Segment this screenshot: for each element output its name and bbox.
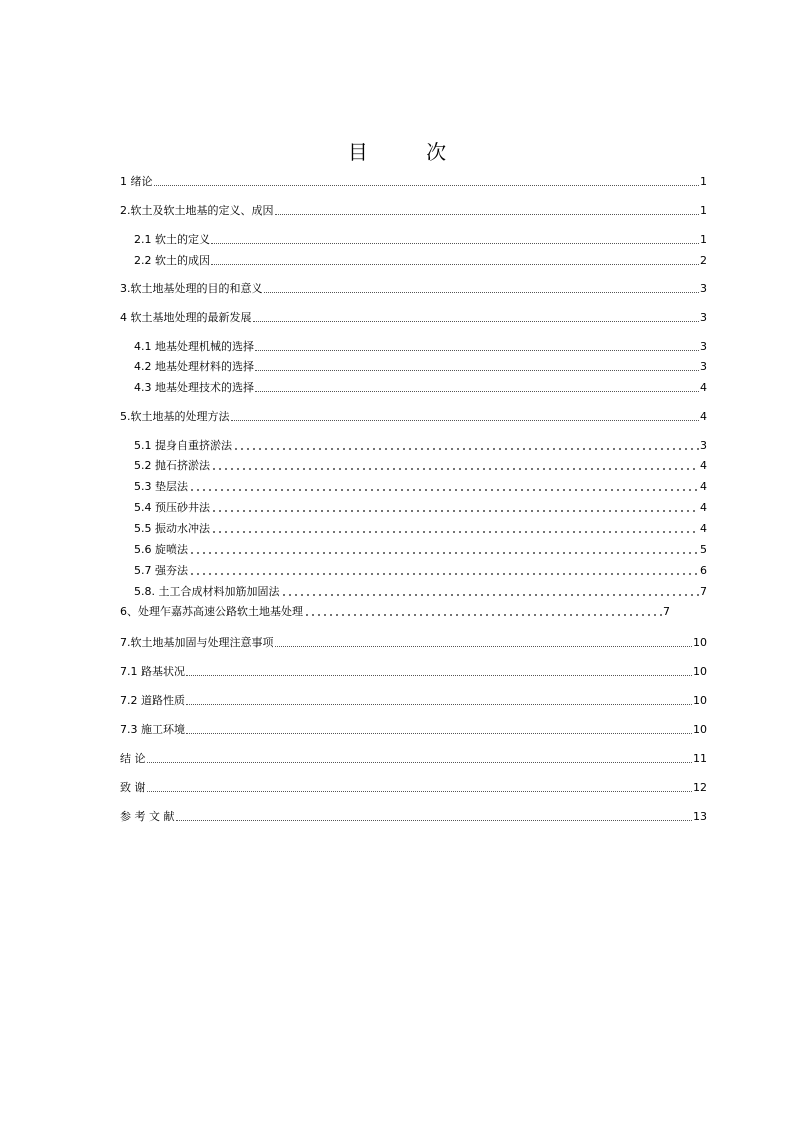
toc-entry-label: 5.8. 土工合成材料加筋加固法 [134,585,280,598]
toc-entry[interactable] [134,543,707,557]
dot-leader [176,820,693,821]
toc-entry-page: 4 [700,410,707,423]
dot-leader [233,441,699,451]
toc-entry-label: 3.软土地基处理的目的和意义 [120,282,263,295]
dot-leader [211,243,699,244]
dot-leader [189,566,699,576]
toc-entry-page: 6 [700,564,707,577]
dot-leader [211,524,699,534]
toc-entry-page: 11 [693,752,707,765]
toc-entry[interactable] [120,605,670,619]
toc-entry-label: 4.1 地基处理机械的选择 [134,340,254,353]
toc-entry-label: 4 软土基地处理的最新发展 [120,311,252,324]
toc-entry[interactable] [120,752,707,766]
toc-entry[interactable] [120,781,707,795]
dot-leader [186,733,692,734]
toc-entry-label: 7.1 路基状况 [120,665,185,678]
toc-entry[interactable] [134,564,707,578]
toc-entry-page: 3 [700,360,707,373]
toc-entry-page: 13 [693,810,707,823]
toc-entry[interactable] [120,694,707,708]
dot-leader [211,264,699,265]
toc-entry-page: 4 [700,459,707,472]
toc-entry-page: 1 [700,175,707,188]
toc-entry-label: 参 考 文 献 [120,810,175,823]
toc-entry-label: 5.3 垫层法 [134,480,188,493]
toc-entry-page: 3 [700,311,707,324]
toc-entry-page: 7 [663,605,670,618]
toc-entry-page: 3 [700,439,707,452]
toc-entry-page: 10 [693,665,707,678]
toc-entry[interactable] [120,410,707,424]
toc-entry-page: 4 [700,501,707,514]
toc-entry-label: 7.3 施工环境 [120,723,185,736]
toc-entry-label: 结 论 [120,752,146,765]
toc-entry-page: 10 [693,723,707,736]
toc-entry-label: 2.软土及软土地基的定义、成因 [120,204,274,217]
dot-leader [255,370,699,371]
dot-leader [275,646,693,647]
toc-entry-label: 5.2 抛石挤淤法 [134,459,210,472]
dot-leader [211,461,699,471]
dot-leader [186,704,692,705]
toc-entry-label: 5.1 提身自重挤淤法 [134,439,232,452]
toc-entry[interactable] [120,810,707,824]
toc-entry-page: 10 [693,636,707,649]
toc-entry[interactable] [120,204,707,218]
toc-entry-label: 2.2 软土的成因 [134,254,210,267]
toc-entry[interactable] [120,282,707,296]
toc-entry-page: 7 [700,585,707,598]
toc-entry[interactable] [134,360,707,374]
page-title: 目 次 [347,140,473,164]
dot-leader [147,791,693,792]
toc-entry-page: 12 [693,781,707,794]
dot-leader [154,185,700,186]
toc-entry-label: 5.7 强夯法 [134,564,188,577]
toc-entry-label: 2.1 软土的定义 [134,233,210,246]
dot-leader [304,607,662,617]
toc-entry[interactable] [134,381,707,395]
toc-entry[interactable] [134,501,707,515]
toc-entry-page: 3 [700,282,707,295]
toc-entry[interactable] [120,175,707,189]
toc-entry-label: 致 谢 [120,781,146,794]
toc-entry-page: 2 [700,254,707,267]
toc-entry-label: 5.软土地基的处理方法 [120,410,230,423]
toc-entry[interactable] [134,439,707,453]
dot-leader [189,545,699,555]
toc-entry-label: 7.2 道路性质 [120,694,185,707]
toc-entry-page: 5 [700,543,707,556]
toc-entry-label: 7.软土地基加固与处理注意事项 [120,636,274,649]
dot-leader [264,292,700,293]
dot-leader [147,762,693,763]
toc-entry[interactable] [120,311,707,325]
toc-entry-page: 4 [700,480,707,493]
toc-entry[interactable] [120,636,707,650]
toc-entry-page: 10 [693,694,707,707]
toc-entry-label: 4.2 地基处理材料的选择 [134,360,254,373]
toc-entry[interactable] [134,522,707,536]
dot-leader [255,391,699,392]
toc-entry[interactable] [120,723,707,737]
toc-entry-label: 5.6 旋喷法 [134,543,188,556]
dot-leader [255,350,699,351]
toc-entry[interactable] [134,254,707,268]
toc-entry-page: 3 [700,340,707,353]
dot-leader [186,675,692,676]
dot-leader [231,420,700,421]
toc-entry[interactable] [134,459,707,473]
toc-entry-page: 1 [700,204,707,217]
toc-entry[interactable] [134,340,707,354]
toc-entry-page: 4 [700,522,707,535]
toc-entry-label: 4.3 地基处理技术的选择 [134,381,254,394]
toc-entry[interactable] [120,665,707,679]
toc-entry-label: 5.4 预压砂井法 [134,501,210,514]
toc-entry-label: 5.5 振动水冲法 [134,522,210,535]
dot-leader [211,503,699,513]
toc-entry[interactable] [134,585,707,599]
toc-entry-label: 1 绪论 [120,175,153,188]
toc-entry-page: 4 [700,381,707,394]
toc-entry[interactable] [134,480,707,494]
dot-leader [281,587,700,597]
dot-leader [253,321,700,322]
toc-entry[interactable] [134,233,707,247]
dot-leader [275,214,700,215]
toc-entry-page: 1 [700,233,707,246]
toc-entry-label: 6、处理乍嘉苏高速公路软土地基处理 [120,605,303,618]
dot-leader [189,482,699,492]
